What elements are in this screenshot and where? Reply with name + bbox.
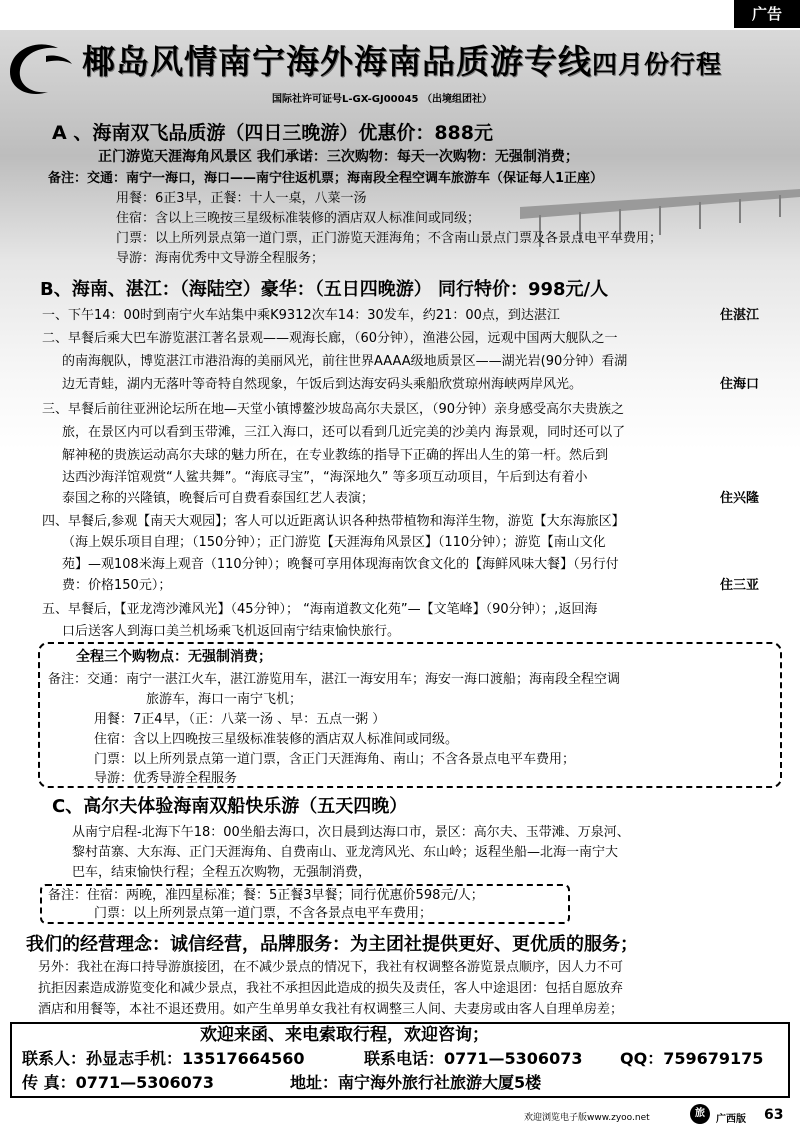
day-2-line-1: 二、早餐后乘大巴车游览湛江著名景观——观海长廊，（60分钟），渔港公园，远观中国两大舰队之一 <box>42 331 618 346</box>
contact-qq: QQ：759679175 <box>620 1049 764 1068</box>
section-a-note-guide: 导游：海南优秀中文导游全程服务； <box>116 251 325 266</box>
day-2-line-2: 的南海舰队，博览湛江市港沿海的美丽风光，前往世界AAAA级地质景区——湖光岩(90分钟）看湖 <box>62 354 628 369</box>
day-3-line-1: 三、早餐后前往亚洲论坛所在地—天堂小镇博鳌沙坡岛高尔夫景区，（90分钟）亲身感受高尔夫贵族之 <box>42 402 625 417</box>
day-5-line-2: 口后送客人到海口美兰机场乘飞机返回南宁结束愉快旅行。 <box>62 624 401 639</box>
contact-person: 联系人：孙显志手机：13517664560 <box>22 1049 305 1068</box>
section-a-note-meals: 用餐：6正3早，正餐：十人一桌，八菜一汤 <box>116 191 367 206</box>
day-4-line-2: （海上娱乐项目自理；（150分钟）；正门游览【天涯海角风景区】（110分钟）；游览【南山文化 <box>62 535 606 550</box>
section-b-shopping: 全程三个购物点：无强制消费； <box>76 649 272 665</box>
section-b-heading: B、海南、湛江：（海陆空）豪华：（五日四晚游） 同行特价：998元/人 <box>40 279 609 300</box>
section-a-note-hotel: 住宿：含以上三晚按三星级标准装修的酒店双人标准间或同级； <box>116 211 481 226</box>
ad-tag: 广告 <box>734 0 800 28</box>
section-c-body-1: 从南宁启程-北海下午18：00坐船去海口，次日晨到达海口市，景区：高尔夫、玉带滩、万泉河、 <box>72 825 630 840</box>
section-a-note-transport: 备注：交通：南宁一海口，海口——南宁往返机票；海南段全程空调车旅游车（保证每人1正座） <box>48 171 604 186</box>
day-2-stay: 住海口 <box>720 377 760 392</box>
day-1-stay: 住湛江 <box>720 308 760 323</box>
day-4-stay: 住三亚 <box>720 578 760 593</box>
contact-fax: 传 真：0771—5306073 <box>22 1073 215 1092</box>
section-a-heading: A 、海南双飞品质游（四日三晚游）优惠价：888元 <box>52 122 493 144</box>
section-b-note-transport: 备注：交通：南宁一湛江火车，湛江游览用车，湛江一海安用车；海安一海口渡船；海南段全程空调 <box>48 672 621 687</box>
day-3-stay: 住兴隆 <box>720 491 760 506</box>
section-a-promise: 正门游览天涯海角风景区 我们承诺：三次购物：每天一次购物：无强制消费； <box>98 149 579 165</box>
footer-edition: 广西版 <box>716 1114 746 1125</box>
philosophy-body-2: 抗拒因素造成游览变化和减少景点，我社不承担因此造成的损失及责任，客人中途退团：包括自愿放弃 <box>38 981 624 996</box>
agency-logo-icon <box>6 40 76 98</box>
day-5-line-1: 五、早餐后，【亚龙湾沙滩风光】（45分钟）； “海南道教文化苑”—【文笔峰】（90分钟）；,返回海 <box>42 602 598 617</box>
contact-phone: 联系电话：0771—5306073 <box>364 1049 583 1068</box>
section-b-note-tickets: 门票：以上所列景点第一道门票，含正门天涯海角、南山；不含各景点电平车费用； <box>94 752 576 767</box>
title-suffix: 四月份行程 <box>592 50 723 79</box>
day-1-line-1: 一、下午14：00时到南宁火车站集中乘K9312次车14：30发车，约21：00点，到达湛江 <box>42 308 560 323</box>
section-b-note-meals: 用餐：7正4早，（正：八菜一汤 、早：五点一粥 ） <box>94 712 386 727</box>
section-c-note-2: 门票：以上所列景点第一道门票，不含各景点电平车费用； <box>94 906 433 921</box>
day-4-line-3: 苑】—观108米海上观音（110分钟）；晚餐可享用体现海南饮食文化的【海鲜风味大餐】（另行付 <box>62 557 619 572</box>
day-3-line-4: 达西沙海洋馆观赏“人鲨共舞”。“海底寻宝”，“海深地久” 等多项互动项目，午后到达有着小 <box>62 470 588 485</box>
section-c-note-1: 备注：住宿：两晚，准四星标准；餐：5正餐3早餐；同行优惠价598元/人； <box>48 888 484 903</box>
footer-site: 欢迎浏览电子版www.zyoo.net <box>524 1113 650 1123</box>
philosophy-heading: 我们的经营理念：诚信经营，品牌服务：为主团社提供更好、更优质的服务； <box>26 934 638 955</box>
philosophy-body-3: 酒店和用餐等，本社不退还费用。如产生单男单女我社有权调整三人间、夫妻房或由客人自理单房差； <box>38 1002 624 1017</box>
contact-welcome: 欢迎来函、来电索取行程，欢迎咨询； <box>200 1025 489 1045</box>
section-b-note-hotel: 住宿：含以上四晚按三星级标准装修的酒店双人标准间或同级。 <box>94 732 459 747</box>
day-2-line-3: 边无青蛙，湖内无落叶等奇特自然现象，午饭后到达海安码头乘船欣赏琼州海峡两岸风光。 <box>62 377 583 392</box>
day-3-line-3: 解神秘的贵族运动高尔夫球的魅力所在，在专业教练的指导下正确的挥出人生的第一杆。然后到 <box>62 448 609 463</box>
page-title <box>82 40 722 87</box>
footer-badge-icon <box>690 1104 710 1124</box>
section-a-note-tickets: 门票：以上所列景点第一道门票，正门游览天涯海角；不含南山景点门票及各景点电平车费用； <box>116 231 663 246</box>
footer-badge-label: 旅 <box>695 1108 705 1119</box>
page-number: 63 <box>764 1107 784 1123</box>
section-c-heading: C、高尔夫体验海南双船快乐游（五天四晚） <box>52 796 408 817</box>
section-c-body-3: 巴车，结束愉快行程；全程五次购物，无强制消费， <box>72 865 372 880</box>
philosophy-body-1: 另外：我社在海口持导游旗接团，在不减少景点的情况下，我社有权调整各游览景点顺序，因人力不可 <box>38 960 624 975</box>
section-b-note-guide: 导游：优秀导游全程服务 <box>94 771 238 786</box>
day-4-line-4: 费：价格150元）； <box>62 578 172 593</box>
section-b-note-transport-cont: 旅游车，海口一南宁飞机； <box>146 692 303 707</box>
day-4-line-1: 四、早餐后,参观【南天大观园】；客人可以近距离认识各种热带植物和海洋生物，游览【大东海旅区】 <box>42 514 625 529</box>
contact-address: 地址：南宁海外旅行社旅游大厦5楼 <box>290 1073 542 1092</box>
title-main: 椰岛风情南宁海外海南品质游专线 <box>82 42 592 81</box>
day-3-line-2: 旅，在景区内可以看到玉带滩，三江入海口，还可以看到几近完美的沙美内 海景观，同时还可以了 <box>62 425 626 440</box>
day-3-line-5: 泰国之称的兴隆镇，晚餐后可自费看泰国红艺人表演； <box>62 491 375 506</box>
license-number: 国际社许可证号L-GX-GJ00045 （出境组团社） <box>272 94 492 105</box>
section-c-body-2: 黎村苗寨、大东海、正门天涯海角、自费南山、亚龙湾风光、东山岭；返程坐船—北海一南宁大 <box>72 845 619 860</box>
